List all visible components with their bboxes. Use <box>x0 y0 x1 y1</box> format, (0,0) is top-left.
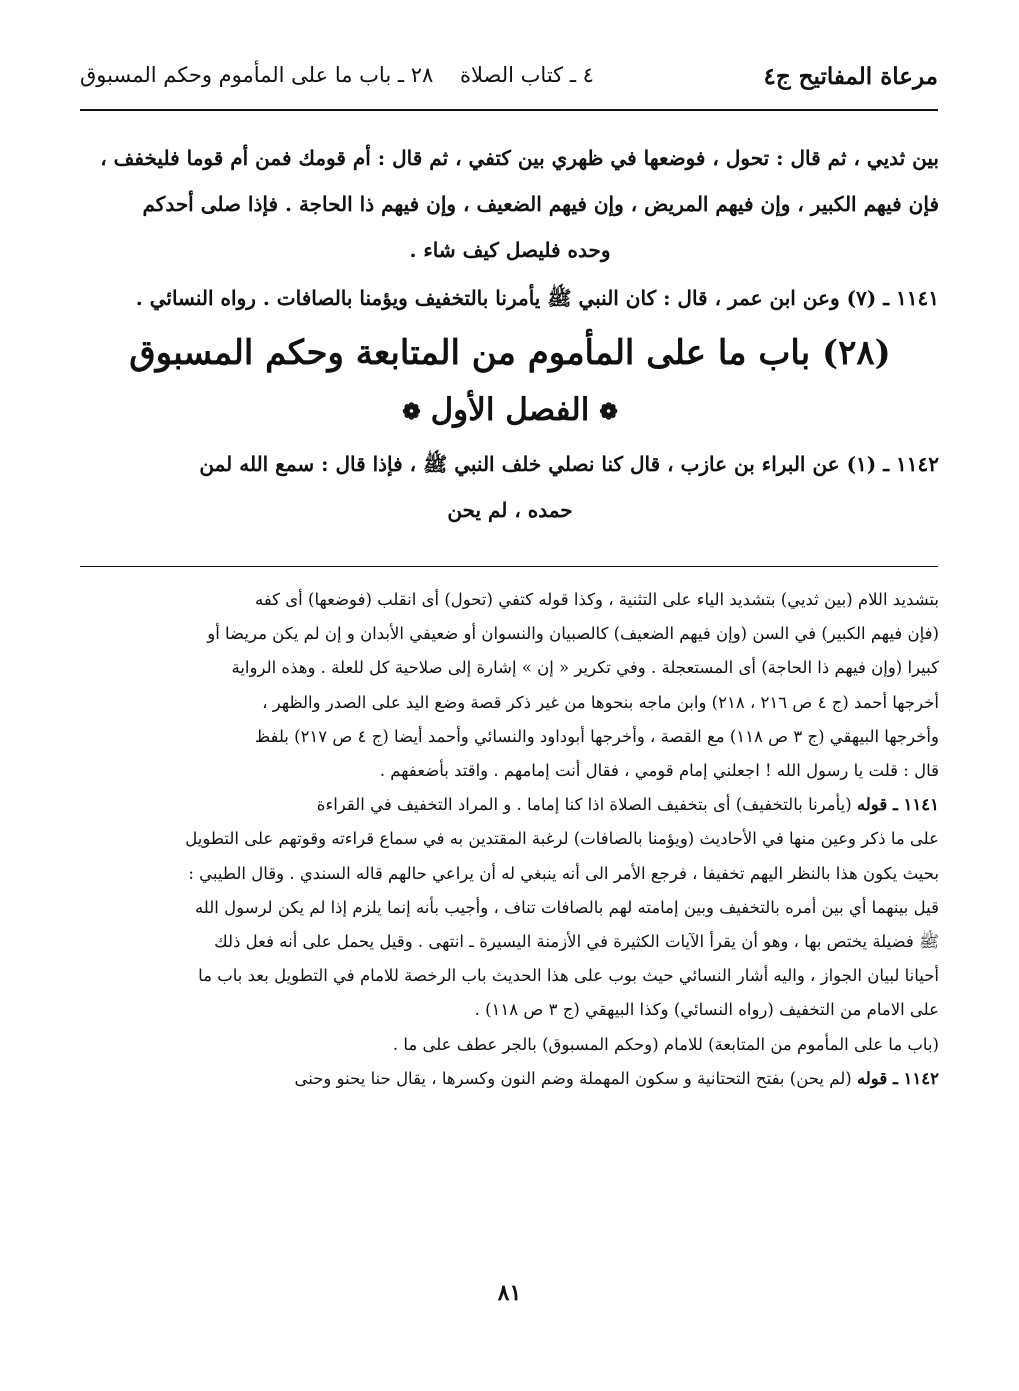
commentary-line: على الامام من التخفيف (رواه النسائي) وكذا البيهقي (ج ٣ ص ١١٨) . <box>474 1000 939 1020</box>
commentary-line: بحيث يكون هذا بالنظر اليهم تخفيفا ، فرجع الأمر الى أنه ينبغي له أن يراعي حالهم قاله السندي . وقال الطيبي : <box>188 863 939 883</box>
commentary-line: قيل بينهما أي بين أمره بالتخفيف وبين إمامته لهم بالصافات تناف ، وأجيب بأنه إنما يلزم إذا لم يكن لرسول الله <box>194 897 939 917</box>
header-book-title: مرعاة المفاتيح ج٤ <box>763 63 938 90</box>
header-rule <box>80 109 938 111</box>
header-bab: ٢٨ ـ باب ما على المأموم وحكم المسبوق <box>80 63 434 87</box>
hadith-prev-line: بين ثديي ، ثم قال : تحول ، فوضعها في ظهري بين كتفي ، ثم قال : أم قومك فمن أم قوما فليخفف ، <box>100 146 939 170</box>
footnote-rule <box>80 566 938 567</box>
commentary <box>81 583 939 1096</box>
hadith-1142-line: حمده ، لم يحن <box>447 497 573 522</box>
ornament-icon: ❁ <box>402 398 421 425</box>
note-text: (لم يحن) بفتح التحتانية و سكون المهملة وضم النون وكسرها ، يقال حنا يحنو وحنى <box>294 1068 852 1088</box>
fasl-title: الفصل الأول <box>430 392 590 428</box>
commentary-line: بتشديد اللام (بين ثديي) بتشديد الياء على التثنية ، وكذا قوله كتفي (تحول) أى انقلب (فوضعها) أى كفه <box>254 590 939 609</box>
bab-title: (٢٨) باب ما على المأموم من المتابعة وحكم المسبوق <box>129 333 891 373</box>
commentary-line: على ما ذكر وعين منها في الأحاديث (ويؤمنا بالصافات) لرغبة المقتدين به في سماع قراءته وقوتهم على التطويل <box>185 829 939 849</box>
commentary-line: ﷺ فضيلة يختص بها ، وهو أن يقرأ الآيات الكثيرة في الأزمنة اليسيرة ـ انتهى . وقيل يحمل على أنه فعل ذلك <box>214 932 939 952</box>
hadith-prev-line: وحده فليصل كيف شاء . <box>409 238 611 262</box>
commentary-line: وأخرجها البيهقي (ج ٣ ص ١١٨) مع القصة ، وأخرجها أبوداود والنسائي وأحمد أيضا (ج ٤ ص ٢١٧) بلفظ <box>254 726 939 746</box>
commentary-line: (فإن فيهم الكبير) في السن (وإن فيهم الضعيف) كالصبيان والنسوان أو ضعيفي الأبدان و إن لم يكن مريضا أو <box>207 624 939 644</box>
commentary-line <box>81 788 939 822</box>
note-number: ١١٤٢ ـ قوله <box>856 1068 939 1088</box>
commentary-line <box>81 1062 939 1096</box>
hadith-1142-line: ١١٤٢ ـ (١) عن البراء بن عازب ، قال كنا نصلي خلف النبي ﷺ ، فإذا قال : سمع الله لمن <box>199 451 939 476</box>
commentary-line: أحيانا لبيان الجواز ، واليه أشار النسائي حيث بوب على هذا الحديث باب الرخصة للامام في التطويل بعد باب ما <box>198 966 939 986</box>
header-kitab: ٤ ـ كتاب الصلاة <box>460 63 594 87</box>
hadith-1141: ١١٤١ ـ (٧) وعن ابن عمر ، قال : كان النبي ﷺ يأمرنا بالتخفيف ويؤمنا بالصافات . رواه النسائي . <box>135 286 939 310</box>
hadith-prev-line: فإن فيهم الكبير ، وإن فيهم المريض ، وإن فيهم الضعيف ، وإن فيهم ذا الحاجة . فإذا صلى أحدكم <box>142 192 939 216</box>
ornament-icon: ❁ <box>599 398 618 425</box>
main-text <box>81 135 939 533</box>
page-number: ٨١ <box>497 1280 522 1306</box>
commentary-line: أخرجها أحمد (ج ٤ ص ٢١٦ ، ٢١٨) وابن ماجه بنحوها من غير ذكر قصة وضع اليد على الصدر والظهر ، <box>262 692 939 712</box>
note-text: (يأمرنا بالتخفيف) أى بتخفيف الصلاة اذا كنا إماما . و المراد التخفيف في القراءة <box>316 795 852 815</box>
fasl-heading <box>81 385 939 437</box>
commentary-line: كبيرا (وإن فيهم ذا الحاجة) أى المستعجلة . وفي تكرير « إن » إشارة إلى صلاحية كل للعلة . وهذه الرواية <box>231 658 939 678</box>
note-number: ١١٤١ ـ قوله <box>856 795 939 815</box>
commentary-line: قال : قلت يا رسول الله ! اجعلني إمام قومي ، فقال أنت إمامهم . واقتد بأضعفهم . <box>379 761 939 781</box>
commentary-line: (باب ما على المأموم من المتابعة) للامام (وحكم المسبوق) بالجر عطف على ما . <box>392 1034 939 1054</box>
running-header <box>80 55 938 105</box>
